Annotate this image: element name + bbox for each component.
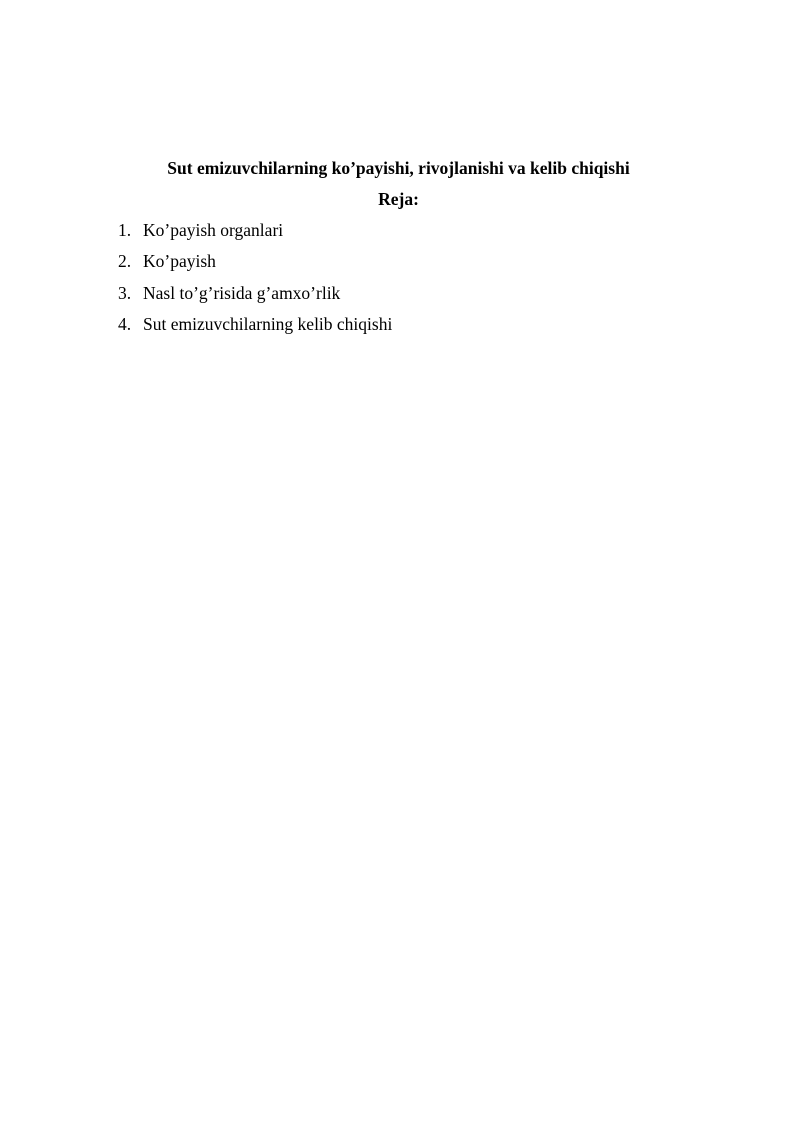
plan-item-text: Ko’payish organlari [143,220,284,240]
plan-item [118,218,392,242]
plan-item [118,312,392,336]
plan-item-number: 1. [118,220,132,240]
plan-item-number: 4. [118,313,132,334]
plan-item-number: 2. [118,251,132,272]
plan-list [118,218,392,343]
plan-heading: Reja: [378,189,419,209]
plan-item [118,249,392,273]
plan-item-number: 3. [118,282,132,303]
plan-item-text: Ko’payish [143,251,216,272]
document-title: Sut emizuvchilarning ko’payishi, rivojlanishi va kelib chiqishi [167,158,630,178]
plan-item [118,281,392,305]
plan-item-text: Sut emizuvchilarning kelib chiqishi [143,313,393,334]
plan-item-text: Nasl to’g’risida g’amxo’rlik [143,282,341,303]
